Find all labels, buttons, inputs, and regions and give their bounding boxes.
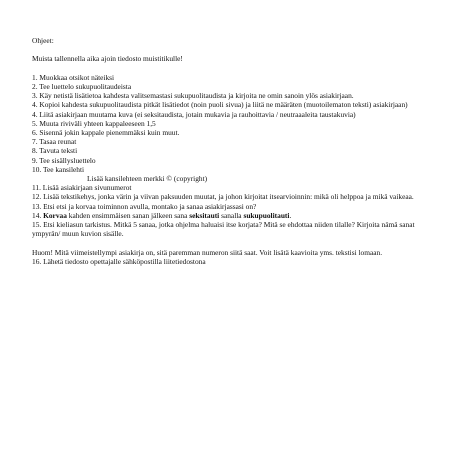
spacer xyxy=(32,45,422,54)
step-text: . xyxy=(289,210,292,220)
step-item: 10. Tee kansilehti xyxy=(32,164,85,174)
step-item: 15. Etsi kieliasun tarkistus. Mitkä 5 sanaa, jotka ohjelma haluaisi itse korjata? Mitä se ehdottaa niiden tilalle? Kirjoita nämä sanat ympyrän/ muun kuvion sisälle. xyxy=(32,220,415,239)
step-item: 2. Tee luettelo sukupuolitaudeista xyxy=(32,81,132,91)
copyright-note: Lisää kansilehteen merkki © (copyright) xyxy=(87,174,208,184)
step-item: 16. Lähetä tiedosto opettajalle sähköpostilla liitetiedostona xyxy=(32,256,206,266)
step-item: 11. Lisää asiakirjaan sivunumerot xyxy=(32,183,132,193)
step-item: 5. Muuta riviväli yhteen kappaleeseen 1,5 xyxy=(32,118,156,128)
step-item: 3. Käy netistä lisätietoa kahdesta valitsemastasi sukupuolitaudista ja kirjoita ne omin sanoin ylös asiakirjaan. xyxy=(32,91,354,101)
note-text: Huom! Mitä viimeistellympi asiakirja on, sitä paremman numeron siitä saat. Voit lisätä kaavioita yms. tekstisi lomaan. xyxy=(32,247,383,257)
step-item: 13. Etsi etsi ja korvaa toiminnon avulla, montako ja sanaa asiakirjassasi on? xyxy=(32,201,257,211)
step-item: 12. Lisää tekstikehys, jonka värin ja viivan paksuuden muutat, ja johon kirjoitat itsearvioinnin: mikä oli helppoa ja mikä vaikeaa. xyxy=(32,192,414,202)
bold-word: seksitauti xyxy=(189,210,220,220)
step-text: sanalla xyxy=(219,210,244,220)
step-item: 9. Tee sisällysluettelo xyxy=(32,155,96,165)
step-item: 4. Kopioi kahdesta sukupuolitaudista pitkät lisätiedot (noin puoli sivua) ja liitä ne määräten (muotoilematon teksti) asiakirjaan) xyxy=(32,100,408,110)
step-item: 6. Sisennä jokin kappale pienemmäksi kuin muut. xyxy=(32,128,180,137)
step-item: 7. Tasaa reunat xyxy=(32,137,77,147)
document-heading: Ohjeet: xyxy=(32,36,54,45)
bold-word: Korvaa xyxy=(43,210,67,220)
spacer xyxy=(32,64,422,73)
step-item: 4. Liitä asiakirjaan muutama kuva (ei seksitaudista, jotain mukavia ja rauhoittavia / neutraaaleita taustakuvia) xyxy=(32,109,356,119)
step-item: 8. Tavuta teksti xyxy=(32,146,78,156)
step-item-14 xyxy=(32,211,422,220)
bold-word: sukupuolitauti xyxy=(243,210,290,220)
spacer xyxy=(32,238,422,247)
intro-text: Muista tallennella aika ajoin tiedosto muistitikulle! xyxy=(32,54,183,64)
step-text: kahden ensimmäisen sanan jälkeen sana xyxy=(66,210,190,220)
step-number: 14. xyxy=(32,210,44,220)
step-item: 1. Muokkaa otsikot näteiksi xyxy=(32,72,115,82)
document-page xyxy=(32,36,422,266)
